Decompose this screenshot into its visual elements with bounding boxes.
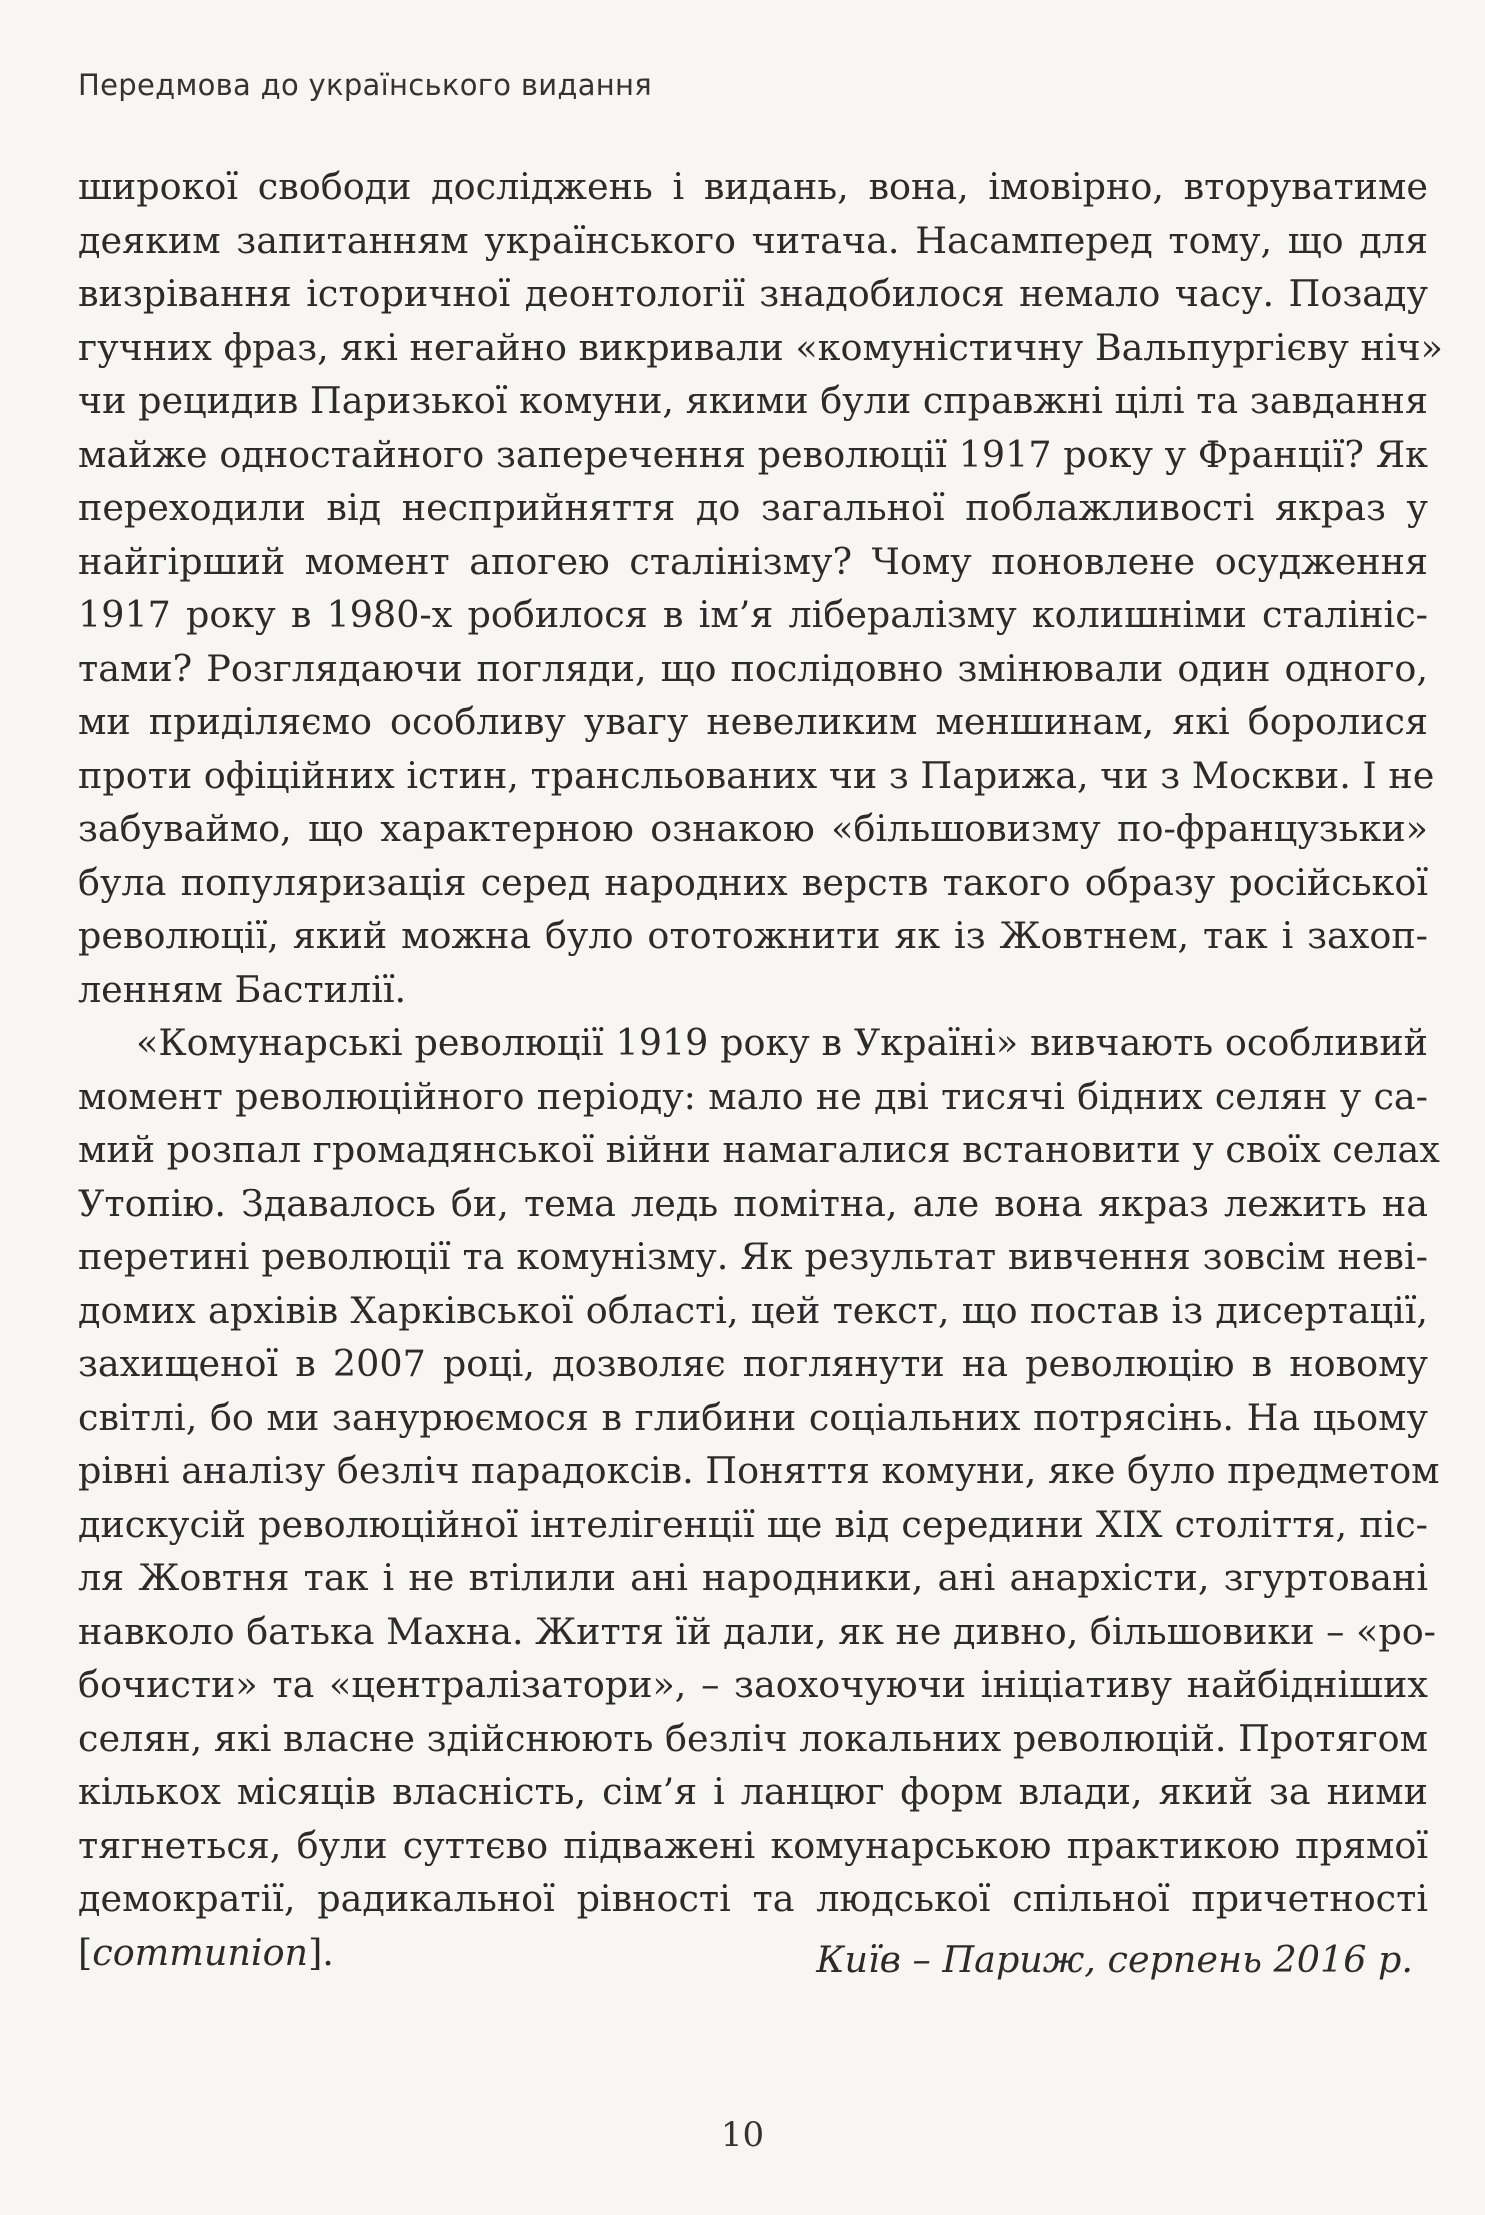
- text-line: переходили від несприйняття до загальної поблажливості якраз у: [78, 486, 1428, 529]
- text-line: деяким запитанням українського читача. Насамперед тому, що для: [78, 218, 1428, 262]
- text-line: забуваймо, що характерною ознакою «більшовизму по-французьки»: [78, 807, 1428, 850]
- text-line: 1917 року в 1980-х робилося в ім’я лібералізму колишніми сталініс-: [78, 593, 1428, 636]
- italic-term: communion: [92, 1930, 309, 1974]
- text-line: ля Жовтня так і не втілили ані народники, ані анархісти, згуртовані: [78, 1556, 1428, 1599]
- text-line: навколо батька Махна. Життя їй дали, як не дивно, більшовики – «ро-: [78, 1609, 1437, 1653]
- text-line: чи рецидив Паризької комуни, якими були справжні цілі та завдання: [78, 379, 1428, 422]
- text-line: дискусій революційної інтелігенції ще від середини XIX століття, піс-: [78, 1502, 1428, 1546]
- text-line: селян, які власне здійснюють безліч локальних революцій. Протягом: [78, 1716, 1428, 1760]
- text-line: революції, який можна було ототожнити як із Жовтнем, так і захоп-: [78, 914, 1428, 957]
- text-line: ми приділяємо особливу увагу невеликим меншинам, які боролися: [78, 700, 1428, 743]
- text-line: рівні аналізу безліч парадоксів. Поняття комуни, яке було предметом: [78, 1449, 1440, 1492]
- text-line: світлі, бо ми занурюємося в глибини соціальних потрясінь. На цьому: [78, 1395, 1428, 1439]
- text-line: захищеної в 2007 році, дозволяє поглянути на революцію в новому: [78, 1342, 1428, 1385]
- text-line: момент революційного періоду: мало не дві тисячі бідних селян у са-: [78, 1074, 1428, 1118]
- text-line: проти офіційних істин, трансльованих чи з Парижа, чи з Москви. І не: [78, 753, 1435, 797]
- text-line: визрівання історичної деонтології знадобилося немало часу. Позаду: [78, 272, 1428, 315]
- text-line: ленням Бастилії.: [78, 967, 407, 1011]
- body-text: [78, 160, 1443, 1979]
- bracket-open: [: [78, 1930, 93, 1974]
- text-line: Утопію. Здавалось би, тема ледь помітна, але вона якраз лежить на: [78, 1181, 1428, 1225]
- text-line: бочисти» та «централізатори», – заохочуючи ініціативу найбідніших: [78, 1663, 1428, 1706]
- running-header: Передмова до українського видання: [78, 68, 653, 102]
- text-line: гучних фраз, які негайно викривали «комуністичну Вальпургієву ніч»: [78, 325, 1443, 369]
- text-line: тами? Розглядаючи погляди, що послідовно змінювали один одного,: [78, 646, 1428, 690]
- text-line: тягнеться, були суттєво підважені комунарською практикою прямої: [78, 1823, 1428, 1867]
- text-line: майже одностайного заперечення революції 1917 року у Франції? Як: [78, 432, 1428, 476]
- text-line: демократії, радикальної рівності та людської спільної причетності: [78, 1877, 1428, 1920]
- text-line: найгірший момент апогею сталінізму? Чому поновлене осудження: [78, 539, 1428, 583]
- text-line: перетині революції та комунізму. Як результат вивчення зовсім неві-: [78, 1235, 1428, 1278]
- text-line: мий розпал громадянської війни намагалися встановити у своїх селах: [78, 1128, 1440, 1171]
- text-line: домих архівів Харківської області, цей текст, що постав із дисертації,: [78, 1288, 1428, 1332]
- place-date-signature: Київ – Париж, серпень 2016 р.: [816, 1938, 1413, 1981]
- text-line: кількох місяців власність, сім’я і ланцюг форм влади, який за ними: [78, 1770, 1428, 1813]
- text-line: була популяризація серед народних верств такого образу російської: [78, 860, 1428, 904]
- text-line: широкої свободи досліджень і видань, вона, імовірно, вторуватиме: [78, 165, 1428, 208]
- page-number: 10: [720, 2115, 765, 2155]
- text-line: «Комунарські революції 1919 року в Україні» вивчають особливий: [136, 1021, 1428, 1064]
- bracket-close: ].: [308, 1930, 334, 1974]
